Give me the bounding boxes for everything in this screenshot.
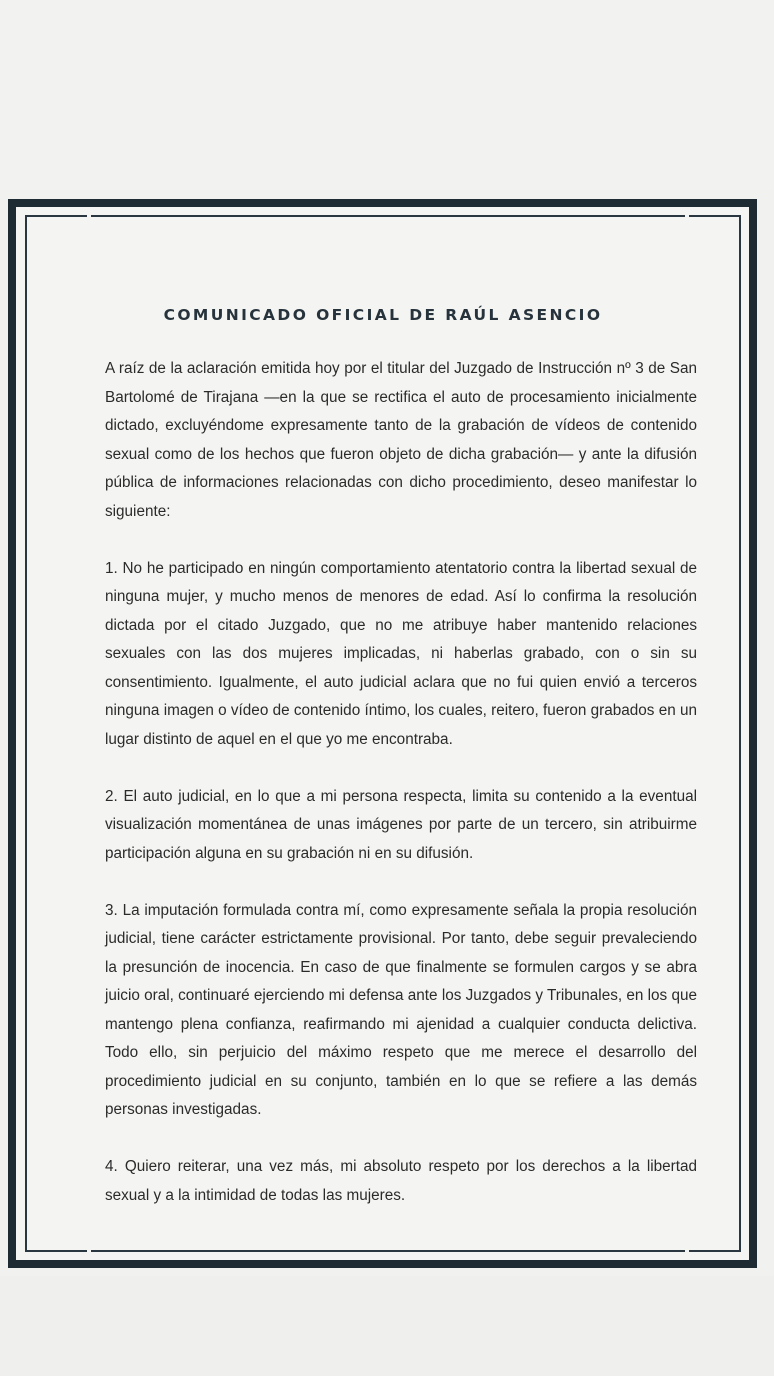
border-gap bbox=[87, 1249, 91, 1253]
border-gap bbox=[87, 214, 91, 218]
document-frame bbox=[8, 199, 757, 1268]
border-gap bbox=[685, 214, 689, 218]
border-gap bbox=[685, 1249, 689, 1253]
intro-paragraph: A raíz de la aclaración emitida hoy por el titular del Juzgado de Instrucción nº 3 de San Bartolomé de Tirajana —en la que se rectifica el auto de procesamiento inicialmente dictado, excluyéndome expresamente tanto de la grabación de vídeos de contenido sexual como de los hechos que fueron objeto de dicha grabación— y ante la difusión pública de informaciones relacionadas con dicho procedimiento, deseo manifestar lo siguiente: bbox=[105, 360, 697, 520]
point-2-paragraph: 2. El auto judicial, en lo que a mi persona respecta, limita su contenido a la eventual visualización momentánea de unas imágenes por parte de un tercero, sin atribuirme participación alguna en su grabación ni en su difusión. bbox=[105, 787, 697, 862]
bottom-background bbox=[0, 1276, 774, 1376]
top-background bbox=[0, 0, 774, 190]
document-body bbox=[105, 355, 697, 1239]
point-1-paragraph: 1. No he participado en ningún comportamiento atentatorio contra la libertad sexual de ninguna mujer, y mucho menos de menores de edad. Así lo confirma la resolución dictada por el citado Juzgado, que no me atribuye haber mantenido relaciones sexuales con las dos mujeres implicadas, ni haberlas grabado, con o sin su consentimiento. Igualmente, el auto judicial aclara que no fui quien envió a terceros ninguna imagen o vídeo de contenido íntimo, los cuales, reitero, fueron grabados en un lugar distinto de aquel en el que yo me encontraba. bbox=[105, 559, 697, 748]
document-inner-border bbox=[25, 215, 741, 1252]
point-4-paragraph: 4. Quiero reiterar, una vez más, mi absoluto respeto por los derechos a la libertad sexual y a la intimidad de todas las mujeres. bbox=[105, 1158, 697, 1204]
document-title: COMUNICADO OFICIAL DE RAÚL ASENCIO bbox=[163, 306, 603, 324]
point-3-paragraph: 3. La imputación formulada contra mí, como expresamente señala la propia resolución judicial, tiene carácter estrictamente provisional. Por tanto, debe seguir prevaleciendo la presunción de inocencia. En caso de que finalmente se formulen cargos y se abra juicio oral, continuaré ejerciendo mi defensa ante los Juzgados y Tribunales, en los que mantengo plena confianza, reafirmando mi ajenidad a cualquier conducta delictiva. Todo ello, sin perjuicio del máximo respeto que me merece el desarrollo del procedimiento judicial en su conjunto, también en lo que se refiere a las demás personas investigadas. bbox=[105, 901, 697, 1118]
